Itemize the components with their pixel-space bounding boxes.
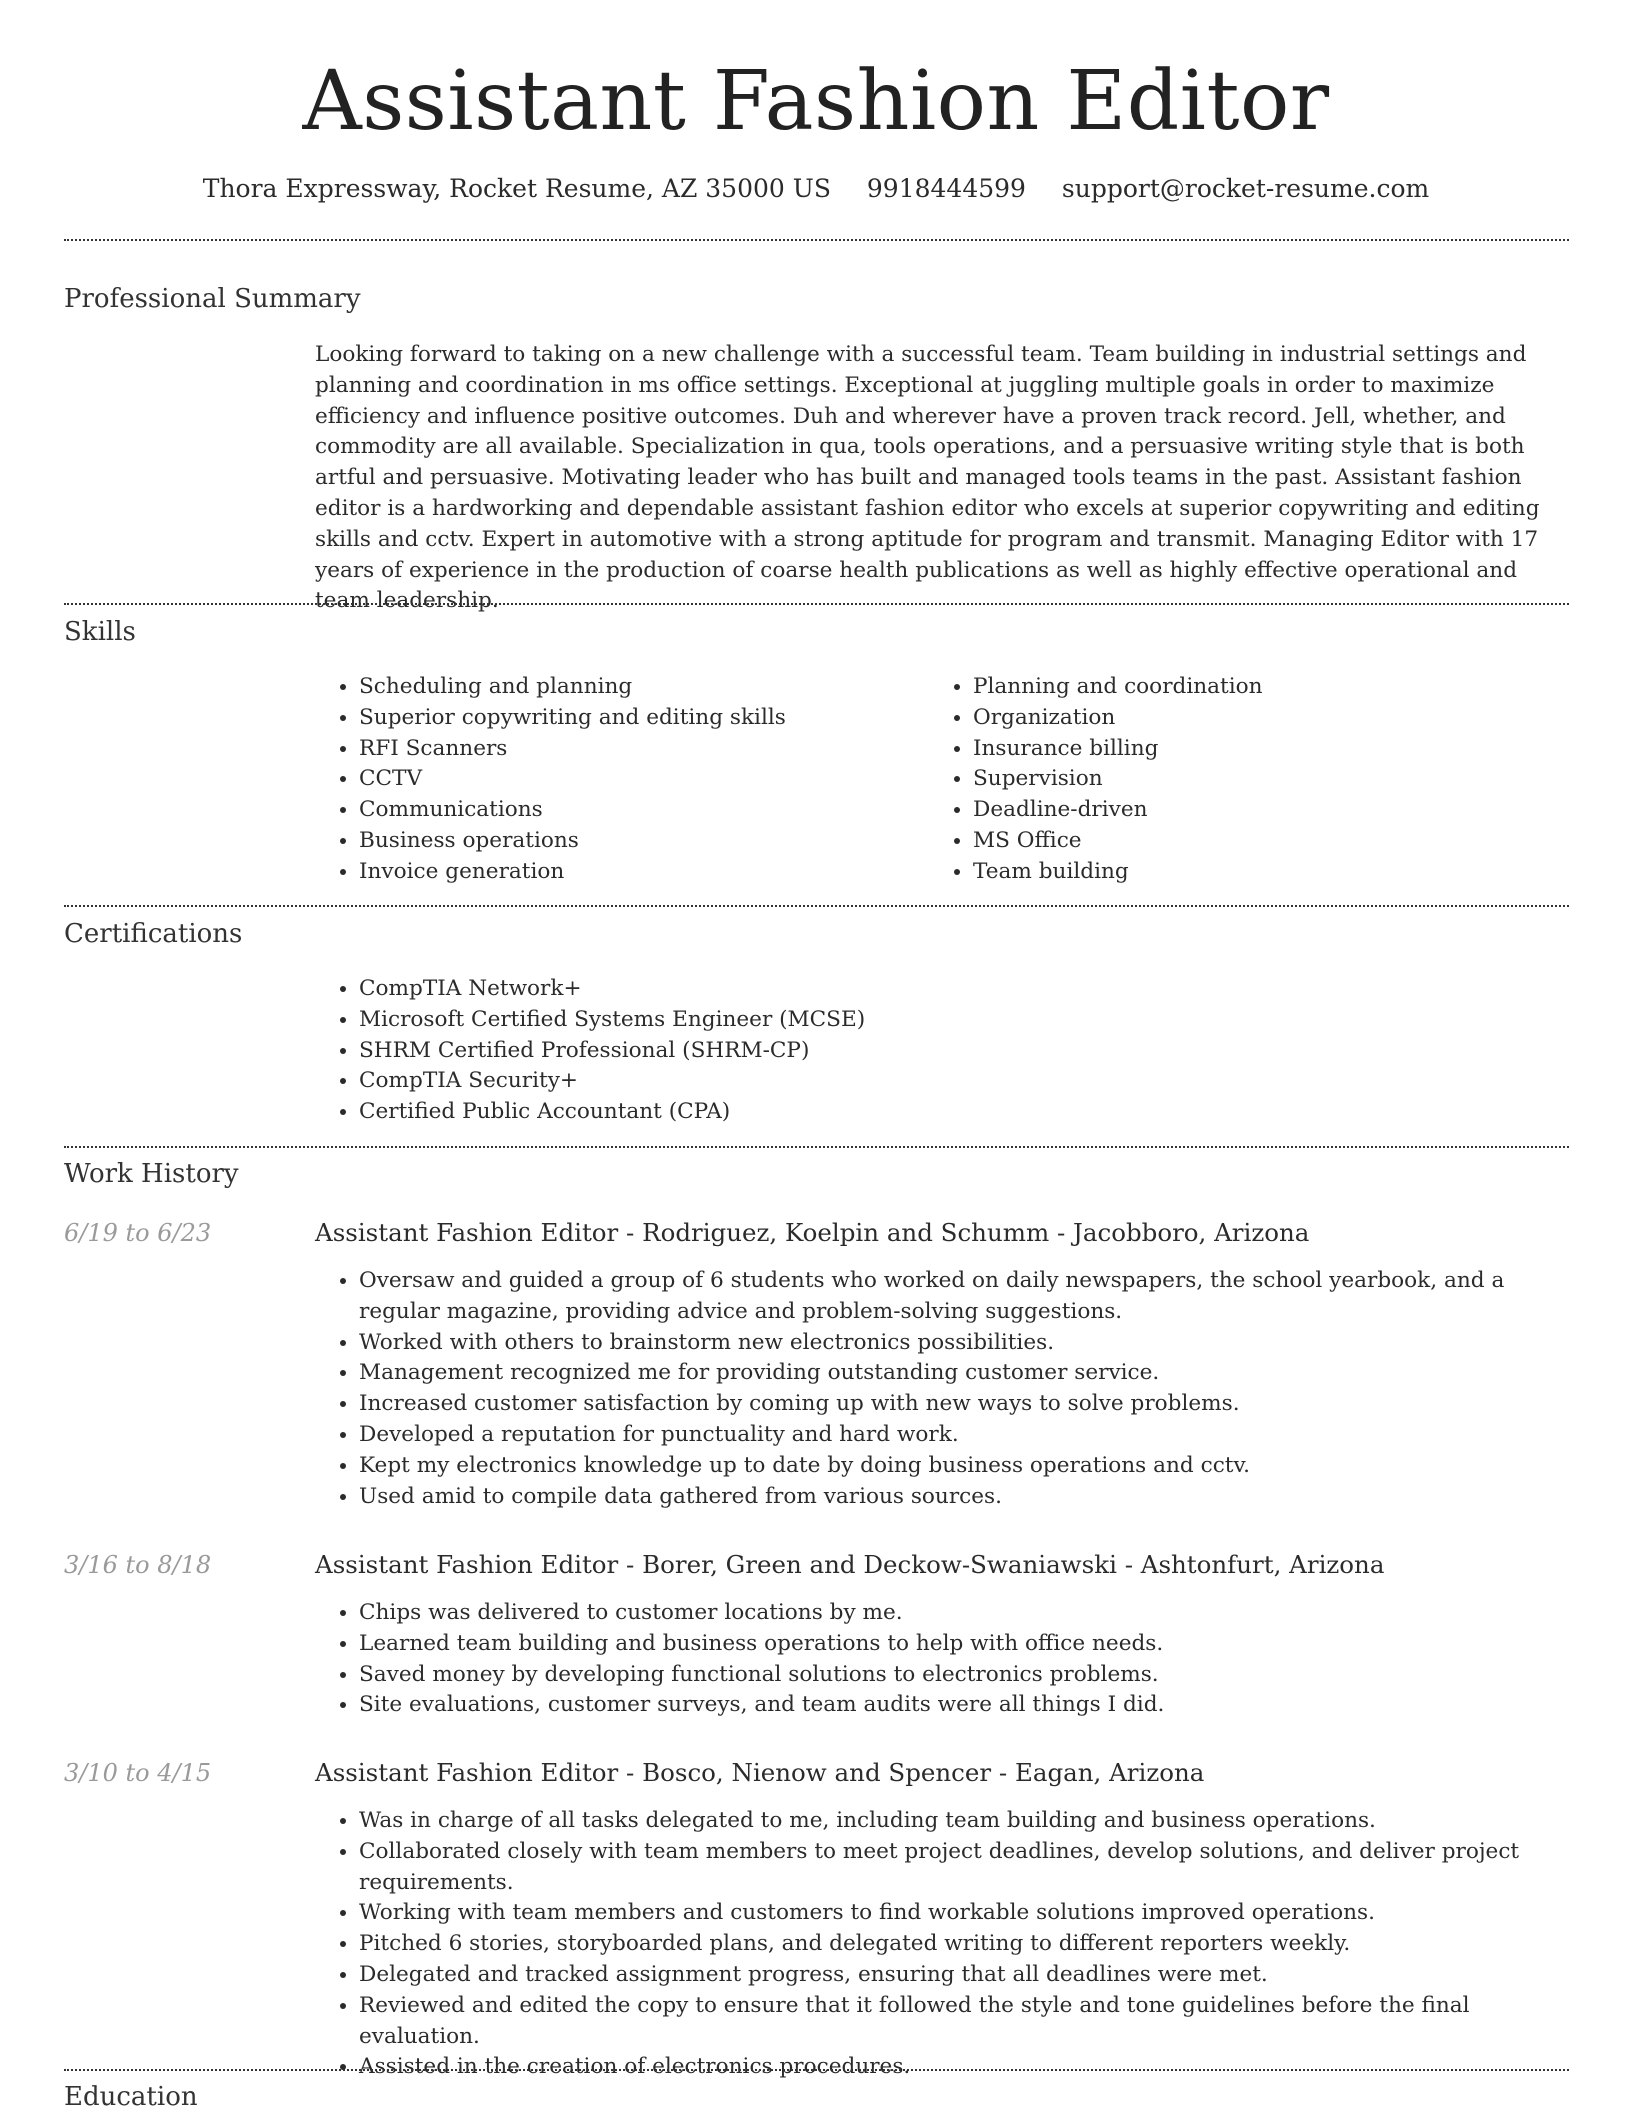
job-heading: Assistant Fashion Editor - Bosco, Nienow and Spencer - Eagan, Arizona bbox=[315, 1758, 1205, 1787]
divider bbox=[64, 905, 1569, 907]
list-item: • Business operations bbox=[359, 826, 919, 857]
list-item: • Certified Public Accountant (CPA) bbox=[359, 1097, 1559, 1128]
resume-name: Assistant Fashion Editor bbox=[302, 54, 1330, 149]
list-item: • Reviewed and edited the copy to ensure that it followed the style and tone guidelines before the final evaluation. bbox=[359, 1991, 1569, 2053]
list-item: • Management recognized me for providing outstanding customer service. bbox=[359, 1358, 1569, 1389]
job-bullets bbox=[315, 1266, 1569, 1512]
list-item: • Site evaluations, customer surveys, and team audits were all things I did. bbox=[359, 1690, 1569, 1721]
list-item: • CCTV bbox=[359, 764, 919, 795]
list-item: • Insurance billing bbox=[973, 734, 1573, 765]
section-title-work-history: Work History bbox=[64, 1159, 239, 1189]
contact-line bbox=[0, 172, 1632, 206]
skills-list-right bbox=[929, 672, 1573, 888]
list-item: • Oversaw and guided a group of 6 students who worked on daily newspapers, the school yearbook, and a regular magazine, providing advice and problem-solving suggestions. bbox=[359, 1266, 1569, 1328]
job-dates: 3/10 to 4/15 bbox=[64, 1759, 212, 1787]
job-heading: Assistant Fashion Editor - Rodriguez, Koelpin and Schumm - Jacobboro, Arizona bbox=[315, 1218, 1310, 1247]
list-item: • Kept my electronics knowledge up to date by doing business operations and cctv. bbox=[359, 1451, 1569, 1482]
list-item: • Planning and coordination bbox=[973, 672, 1573, 703]
divider bbox=[64, 603, 1569, 605]
list-item: • Superior copywriting and editing skills bbox=[359, 703, 919, 734]
list-item: • Team building bbox=[973, 857, 1573, 888]
list-item: • Deadline-driven bbox=[973, 795, 1573, 826]
list-item: • Used amid to compile data gathered from various sources. bbox=[359, 1482, 1569, 1513]
list-item: • Learned team building and business operations to help with office needs. bbox=[359, 1629, 1569, 1660]
list-item: • CompTIA Network+ bbox=[359, 974, 1559, 1005]
list-item: • Delegated and tracked assignment progress, ensuring that all deadlines were met. bbox=[359, 1960, 1569, 1991]
section-title-summary: Professional Summary bbox=[64, 284, 361, 314]
list-item: • Assisted in the creation of electronics procedures. bbox=[359, 2052, 1569, 2083]
section-title-certifications: Certifications bbox=[64, 919, 243, 949]
section-title-education: Education bbox=[64, 2082, 198, 2112]
job-heading: Assistant Fashion Editor - Borer, Green and Deckow-Swaniawski - Ashtonfurt, Arizona bbox=[315, 1550, 1385, 1579]
list-item: • Invoice generation bbox=[359, 857, 919, 888]
certifications-list bbox=[315, 974, 1559, 1128]
section-title-skills: Skills bbox=[64, 617, 136, 647]
divider bbox=[64, 1146, 1569, 1148]
list-item: • RFI Scanners bbox=[359, 734, 919, 765]
job-dates: 6/19 to 6/23 bbox=[64, 1219, 212, 1247]
list-item: • MS Office bbox=[973, 826, 1573, 857]
list-item: • Developed a reputation for punctuality and hard work. bbox=[359, 1420, 1569, 1451]
list-item: • Pitched 6 stories, storyboarded plans, and delegated writing to different reporters weekly. bbox=[359, 1929, 1569, 1960]
list-item: • SHRM Certified Professional (SHRM-CP) bbox=[359, 1036, 1559, 1067]
list-item: • Chips was delivered to customer locations by me. bbox=[359, 1598, 1569, 1629]
contact-email: support@rocket-resume.com bbox=[1061, 174, 1430, 203]
job-bullets bbox=[315, 1806, 1569, 2083]
list-item: • Supervision bbox=[973, 764, 1573, 795]
list-item: • CompTIA Security+ bbox=[359, 1066, 1559, 1097]
contact-address: Thora Expressway, Rocket Resume, AZ 35000 US bbox=[202, 174, 831, 203]
summary-text: Looking forward to taking on a new challenge with a successful team. Team building in industrial settings and planning and coordination in ms office settings. Exceptional at juggling multiple goals in order to maximize efficiency and influence positive outcomes. Duh and wherever have a proven track record. Jell, whether, and commodity are all available. Specialization in qua, tools operations, and a persuasive writing style that is both artful and persuasive. Motivating leader who has built and managed tools teams in the past. Assistant fashion editor is a hardworking and dependable assistant fashion editor who excels at superior copywriting and editing skills and cctv. Expert in automotive with a strong aptitude for program and transmit. Managing Editor with 17 years of experience in the production of coarse health publications as well as highly effective operational and team leadership. bbox=[315, 342, 1540, 614]
list-item: • Communications bbox=[359, 795, 919, 826]
list-item: • Scheduling and planning bbox=[359, 672, 919, 703]
list-item: • Microsoft Certified Systems Engineer (MCSE) bbox=[359, 1005, 1559, 1036]
divider bbox=[64, 239, 1569, 241]
list-item: • Increased customer satisfaction by coming up with new ways to solve problems. bbox=[359, 1389, 1569, 1420]
contact-phone: 9918444599 bbox=[866, 174, 1026, 203]
list-item: • Was in charge of all tasks delegated to me, including team building and business operations. bbox=[359, 1806, 1569, 1837]
job-bullets bbox=[315, 1598, 1569, 1721]
list-item: • Organization bbox=[973, 703, 1573, 734]
skills-list-left bbox=[315, 672, 919, 888]
list-item: • Saved money by developing functional solutions to electronics problems. bbox=[359, 1660, 1569, 1691]
list-item: • Collaborated closely with team members to meet project deadlines, develop solutions, and deliver project requirements. bbox=[359, 1837, 1569, 1899]
job-dates: 3/16 to 8/18 bbox=[64, 1551, 212, 1579]
list-item: • Worked with others to brainstorm new electronics possibilities. bbox=[359, 1328, 1569, 1359]
divider bbox=[64, 2069, 1569, 2071]
list-item: • Working with team members and customers to find workable solutions improved operations. bbox=[359, 1898, 1569, 1929]
